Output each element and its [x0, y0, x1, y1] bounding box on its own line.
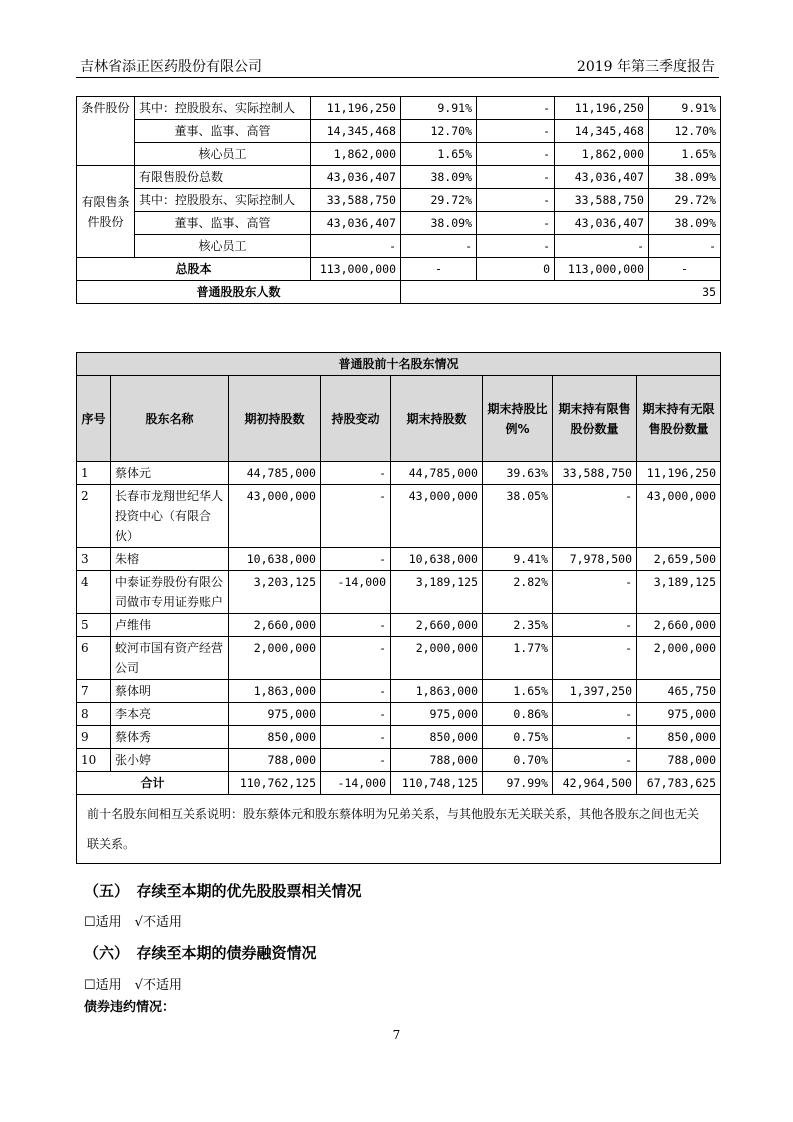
cell: 14,345,468 — [311, 120, 401, 143]
row-number: 10 — [77, 749, 111, 772]
cell: 1,862,000 — [311, 143, 401, 166]
cell: - — [321, 637, 391, 680]
cell: 2,660,000 — [391, 614, 483, 637]
table-row — [77, 97, 721, 120]
cell: - — [477, 97, 555, 120]
row-number: 4 — [77, 571, 111, 614]
column-header: 股东名称 — [111, 376, 229, 462]
shareholder-name: 蛟河市国有资产经营公司 — [111, 637, 229, 680]
cell: 0.70% — [483, 749, 553, 772]
cell: - — [321, 614, 391, 637]
cell: - — [401, 235, 477, 258]
table-row — [77, 614, 721, 637]
cell: 44,785,000 — [229, 462, 321, 485]
column-header: 期末持有限售股份数量 — [553, 376, 637, 462]
cell: - — [553, 571, 637, 614]
cell: 0.75% — [483, 726, 553, 749]
cell: 3,189,125 — [391, 571, 483, 614]
cell: 3,189,125 — [637, 571, 721, 614]
shareholder-name: 蔡体元 — [111, 462, 229, 485]
shareholder-name: 长春市龙翔世纪华人投资中心（有限合伙） — [111, 485, 229, 548]
cell: 975,000 — [391, 703, 483, 726]
table-row — [77, 548, 721, 571]
cell: 43,036,407 — [555, 166, 649, 189]
cell: 10,638,000 — [391, 548, 483, 571]
cell: 44,785,000 — [391, 462, 483, 485]
cell: - — [649, 235, 721, 258]
shareholder-name: 蔡体秀 — [111, 726, 229, 749]
cell: 33,588,750 — [555, 189, 649, 212]
cell: 1.65% — [401, 143, 477, 166]
cell: - — [477, 166, 555, 189]
shareholder-name: 卢维伟 — [111, 614, 229, 637]
table-row — [77, 749, 721, 772]
table-row — [77, 120, 721, 143]
header-report-title: 2019 年第三季度报告 — [576, 59, 715, 75]
cell: 2.35% — [483, 614, 553, 637]
shareholder-name: 中泰证券股份有限公司做市专用证券账户 — [111, 571, 229, 614]
share-structure-table — [76, 96, 721, 304]
table-row — [77, 189, 721, 212]
cell: - — [553, 637, 637, 680]
shareholder-name: 李本亮 — [111, 703, 229, 726]
table-header-row — [77, 376, 721, 462]
cell: 110,748,125 — [391, 772, 483, 795]
column-header: 序号 — [77, 376, 111, 462]
row-label: 董事、监事、高管 — [135, 212, 311, 235]
cell: 2.82% — [483, 571, 553, 614]
row-number: 6 — [77, 637, 111, 680]
row-number: 7 — [77, 680, 111, 703]
cell: 1,862,000 — [555, 143, 649, 166]
bond-default-label: 债券违约情况： — [84, 1000, 176, 1015]
holders-label: 普通股股东人数 — [77, 281, 401, 304]
cell: 43,000,000 — [637, 485, 721, 548]
cell: 14,345,468 — [555, 120, 649, 143]
cell: - — [553, 726, 637, 749]
cell: 1,863,000 — [391, 680, 483, 703]
row-label: 核心员工 — [135, 143, 311, 166]
cell: 38.09% — [401, 166, 477, 189]
cell: - — [553, 749, 637, 772]
cell: 2,000,000 — [637, 637, 721, 680]
cell: 1,397,250 — [553, 680, 637, 703]
row-number: 1 — [77, 462, 111, 485]
column-header: 期末持有无限售股份数量 — [637, 376, 721, 462]
cell: 1.77% — [483, 637, 553, 680]
cell: 465,750 — [637, 680, 721, 703]
cell: 43,000,000 — [229, 485, 321, 548]
table-row — [77, 637, 721, 680]
section-five-options: ☐适用 √不适用 — [84, 915, 182, 930]
cell: - — [401, 258, 477, 281]
row-label: 核心员工 — [135, 235, 311, 258]
table-row — [77, 726, 721, 749]
section-five-title: （五） 存续至本期的优先股股票相关情况 — [84, 882, 362, 900]
table-title: 普通股前十名股东情况 — [77, 353, 721, 376]
cell: 38.09% — [401, 212, 477, 235]
cell: 9.91% — [649, 97, 721, 120]
cell: 2,000,000 — [229, 637, 321, 680]
cell: 975,000 — [229, 703, 321, 726]
cell: 43,036,407 — [311, 212, 401, 235]
cell: - — [555, 235, 649, 258]
cell: - — [477, 189, 555, 212]
table-row — [77, 212, 721, 235]
table-row — [77, 462, 721, 485]
cell: 43,036,407 — [311, 166, 401, 189]
cell: - — [321, 703, 391, 726]
table-row — [77, 143, 721, 166]
row-label: 其中：控股股东、实际控制人 — [135, 97, 311, 120]
cell: 9.91% — [401, 97, 477, 120]
cell: 29.72% — [649, 189, 721, 212]
cell: 42,964,500 — [553, 772, 637, 795]
cell: - — [649, 258, 721, 281]
cell: 97.99% — [483, 772, 553, 795]
cell: 1.65% — [649, 143, 721, 166]
cell: 38.09% — [649, 166, 721, 189]
shareholder-name: 朱榕 — [111, 548, 229, 571]
cell: 9.41% — [483, 548, 553, 571]
table-row-holders — [77, 281, 721, 304]
cell: - — [553, 485, 637, 548]
table-row — [77, 166, 721, 189]
cell: - — [311, 235, 401, 258]
cell: - — [553, 614, 637, 637]
cell: 2,660,000 — [229, 614, 321, 637]
section-six-title: （六） 存续至本期的债券融资情况 — [84, 944, 317, 962]
cell: 11,196,250 — [311, 97, 401, 120]
header-company: 吉林省添正医药股份有限公司 — [80, 59, 262, 75]
table-row — [77, 485, 721, 548]
table-row — [77, 703, 721, 726]
cell: - — [477, 143, 555, 166]
cell: -14,000 — [321, 772, 391, 795]
shareholder-name: 蔡体明 — [111, 680, 229, 703]
cell: - — [321, 726, 391, 749]
cell: -14,000 — [321, 571, 391, 614]
header-divider — [76, 77, 719, 78]
cell: 850,000 — [229, 726, 321, 749]
cell: 110,762,125 — [229, 772, 321, 795]
group-label: 有限售条件股份 — [77, 166, 135, 258]
cell: 1.65% — [483, 680, 553, 703]
column-header: 期初持股数 — [229, 376, 321, 462]
cell: 3,203,125 — [229, 571, 321, 614]
cell: 39.63% — [483, 462, 553, 485]
cell: 975,000 — [637, 703, 721, 726]
cell: 67,783,625 — [637, 772, 721, 795]
cell: 29.72% — [401, 189, 477, 212]
row-label: 其中：控股股东、实际控制人 — [135, 189, 311, 212]
cell: 788,000 — [229, 749, 321, 772]
cell: 0.86% — [483, 703, 553, 726]
column-header: 期末持股比例% — [483, 376, 553, 462]
relationship-note: 前十名股东间相互关系说明：股东蔡体元和股东蔡体明为兄弟关系，与其他股东无关联关系，其他各股东之间也无关联关系。 — [77, 795, 721, 864]
holders-count: 35 — [401, 281, 721, 304]
column-header: 持股变动 — [321, 376, 391, 462]
cell: 38.09% — [649, 212, 721, 235]
cell: - — [477, 120, 555, 143]
table-row — [77, 680, 721, 703]
cell: 113,000,000 — [555, 258, 649, 281]
total-label: 总股本 — [77, 258, 311, 281]
cell: 33,588,750 — [311, 189, 401, 212]
cell: 0 — [477, 258, 555, 281]
cell: 113,000,000 — [311, 258, 401, 281]
shareholder-name: 张小婷 — [111, 749, 229, 772]
cell: 11,196,250 — [637, 462, 721, 485]
page-number: 7 — [392, 1028, 401, 1042]
cell: 12.70% — [401, 120, 477, 143]
cell: 850,000 — [637, 726, 721, 749]
cell: 850,000 — [391, 726, 483, 749]
total-label: 合计 — [77, 772, 229, 795]
cell: 2,000,000 — [391, 637, 483, 680]
cell: 43,000,000 — [391, 485, 483, 548]
cell: - — [321, 462, 391, 485]
cell: 10,638,000 — [229, 548, 321, 571]
cell: 1,863,000 — [229, 680, 321, 703]
cell: 33,588,750 — [553, 462, 637, 485]
cell: 12.70% — [649, 120, 721, 143]
cell: 788,000 — [391, 749, 483, 772]
table-note-row — [77, 795, 721, 864]
column-header: 期末持股数 — [391, 376, 483, 462]
top10-shareholders-table — [76, 352, 721, 864]
cell: - — [477, 212, 555, 235]
table-row-total — [77, 258, 721, 281]
cell: 2,659,500 — [637, 548, 721, 571]
cell: 11,196,250 — [555, 97, 649, 120]
cell: 43,036,407 — [555, 212, 649, 235]
cell: - — [477, 235, 555, 258]
section-six-options: ☐适用 √不适用 — [84, 978, 182, 993]
row-number: 3 — [77, 548, 111, 571]
row-label: 董事、监事、高管 — [135, 120, 311, 143]
table-row — [77, 235, 721, 258]
row-number: 8 — [77, 703, 111, 726]
cell: - — [553, 703, 637, 726]
group-label: 条件股份 — [77, 97, 135, 166]
cell: 38.05% — [483, 485, 553, 548]
row-number: 2 — [77, 485, 111, 548]
cell: 7,978,500 — [553, 548, 637, 571]
row-number: 5 — [77, 614, 111, 637]
cell: - — [321, 548, 391, 571]
row-number: 9 — [77, 726, 111, 749]
table-row — [77, 571, 721, 614]
cell: - — [321, 749, 391, 772]
table-title-row — [77, 353, 721, 376]
row-label: 有限售股份总数 — [135, 166, 311, 189]
cell: - — [321, 485, 391, 548]
cell: 788,000 — [637, 749, 721, 772]
cell: - — [321, 680, 391, 703]
table-row-total — [77, 772, 721, 795]
cell: 2,660,000 — [637, 614, 721, 637]
